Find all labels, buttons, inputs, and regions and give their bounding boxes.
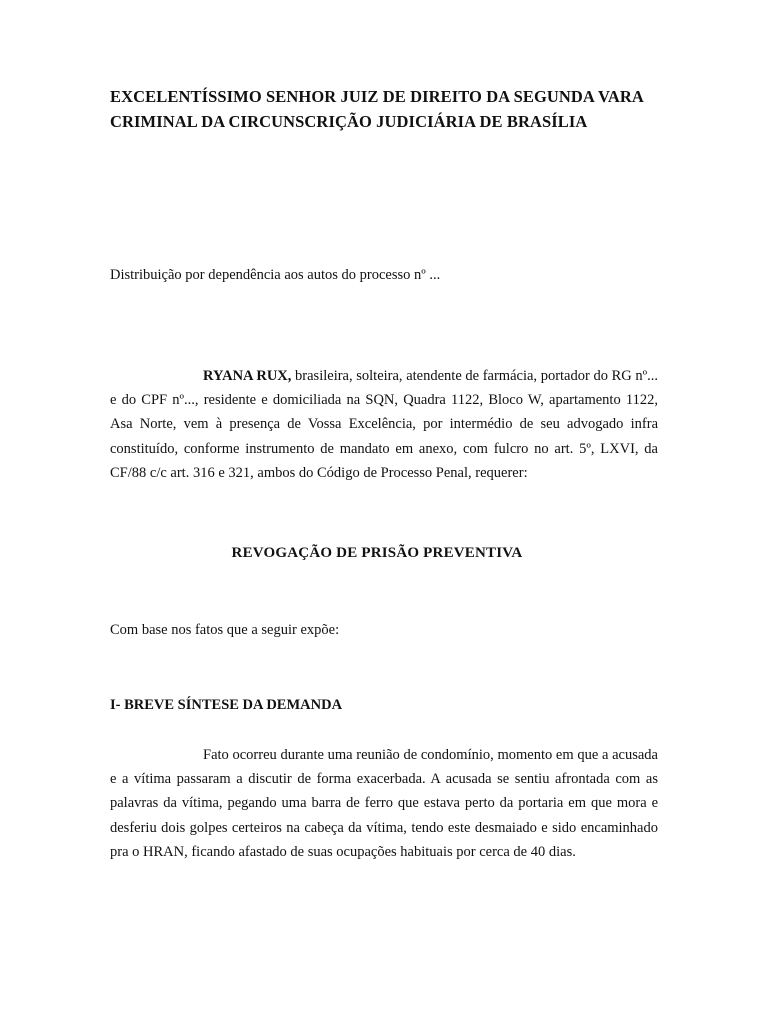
- section-1-title: I- BREVE SÍNTESE DA DEMANDA: [110, 697, 343, 713]
- court-heading: [110, 84, 670, 134]
- party-name: RYANA RUX,: [203, 368, 292, 384]
- facts-intro: Com base nos fatos que a seguir expõe:: [110, 622, 340, 638]
- party-qualification-paragraph: [110, 364, 658, 485]
- party-qualification-text: brasileira, solteira, atendente de farmácia, portador do RG nº... e do CPF nº..., residente e domiciliada na SQN, Quadra 1122, Bloco W, apartamento 1122, Asa Norte, vem à presença de Vossa Excelência, por intermédio de seu advogado infra constituído, conforme instrumento de mandato em anexo, com fulcro no art. 5º, LXVI, da CF/88 c/c art. 316 e 321, ambos do Código de Processo Penal, requerer:: [110, 368, 658, 481]
- distribution-note: Distribuição por dependência aos autos do processo nº ...: [110, 267, 441, 283]
- request-title: REVOGAÇÃO DE PRISÃO PREVENTIVA: [231, 545, 523, 561]
- court-heading-line-2: CRIMINAL DA CIRCUNSCRIÇÃO JUDICIÁRIA DE BRASÍLIA: [110, 112, 588, 131]
- section-1-paragraph: Fato ocorreu durante uma reunião de condomínio, momento em que a acusada e a vítima passaram a discutir de forma exacerbada. A acusada se sentiu afrontada com as palavras da vítima, pegando uma barra de ferro que estava perto da portaria em que mora e desferiu dois golpes certeiros na cabeça da vítima, tendo este desmaiado e sido encaminhado pra o HRAN, ficando afastado de suas ocupações habituais por cerca de 40 dias.: [110, 747, 658, 860]
- court-heading-line-1: EXCELENTÍSSIMO SENHOR JUIZ DE DIREITO DA SEGUNDA VARA: [110, 87, 644, 106]
